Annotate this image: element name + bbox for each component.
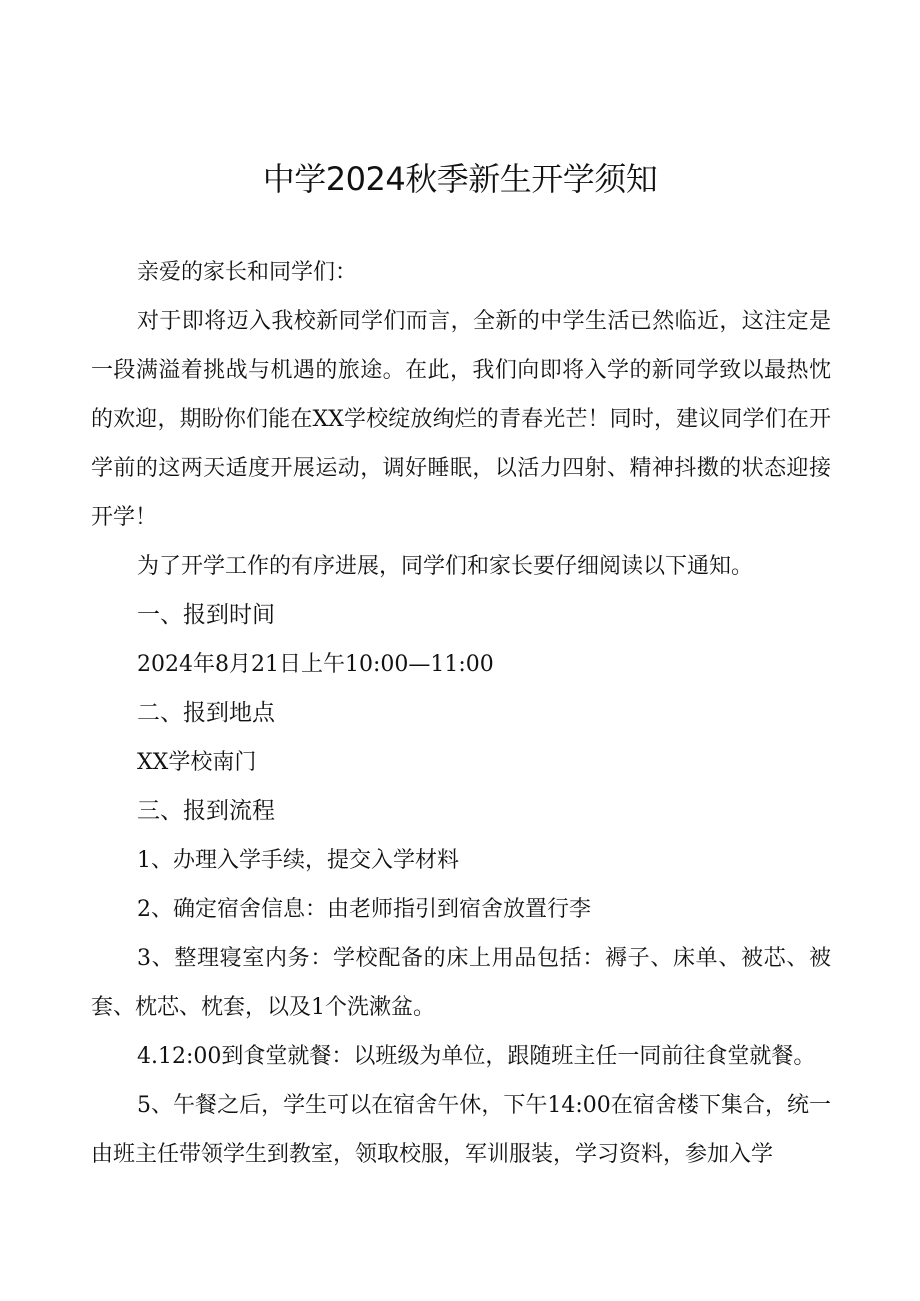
document-body [91, 248, 831, 1179]
process-step-1: 1、办理入学手续，提交入学材料 [137, 848, 459, 873]
section-heading-time: 一、报到时间 [137, 602, 275, 628]
report-time: 2024年8月21日上午10:00—11:00 [137, 652, 494, 677]
greeting: 亲爱的家长和同学们： [137, 260, 358, 285]
section-heading-location: 二、报到地点 [137, 700, 275, 726]
process-step-4: 4.12:00到食堂就餐：以班级为单位，跟随班主任一同前往食堂就餐。 [137, 1044, 816, 1069]
document-title: 中学2024秋季新生开学须知 [262, 160, 658, 198]
process-step-2: 2、确定宿舍信息：由老师指引到宿舍放置行李 [137, 897, 591, 922]
notice-paragraph: 为了开学工作的有序进展，同学们和家长要仔细阅读以下通知。 [137, 554, 754, 579]
report-location: XX学校南门 [137, 750, 257, 775]
section-heading-process: 三、报到流程 [137, 798, 275, 824]
process-step-5: 5、午餐之后，学生可以在宿舍午休，下午14:00在宿舍楼下集合，统一由班主任带领学生到教室，领取校服，军训服装，学习资料，参加入学 [91, 1093, 831, 1167]
intro-paragraph: 对于即将迈入我校新同学们而言，全新的中学生活已然临近，这注定是一段满溢着挑战与机遇的旅途。在此，我们向即将入学的新同学致以最热忱的欢迎，期盼你们能在XX学校绽放绚烂的青春光芒！同时，建议同学们在开学前的这两天适度开展运动，调好睡眠，以活力四射、精神抖擞的状态迎接开学！ [91, 309, 831, 530]
process-step-3: 3、整理寝室内务：学校配备的床上用品包括：褥子、床单、被芯、被套、枕芯、枕套，以及1个洗漱盆。 [91, 946, 831, 1020]
